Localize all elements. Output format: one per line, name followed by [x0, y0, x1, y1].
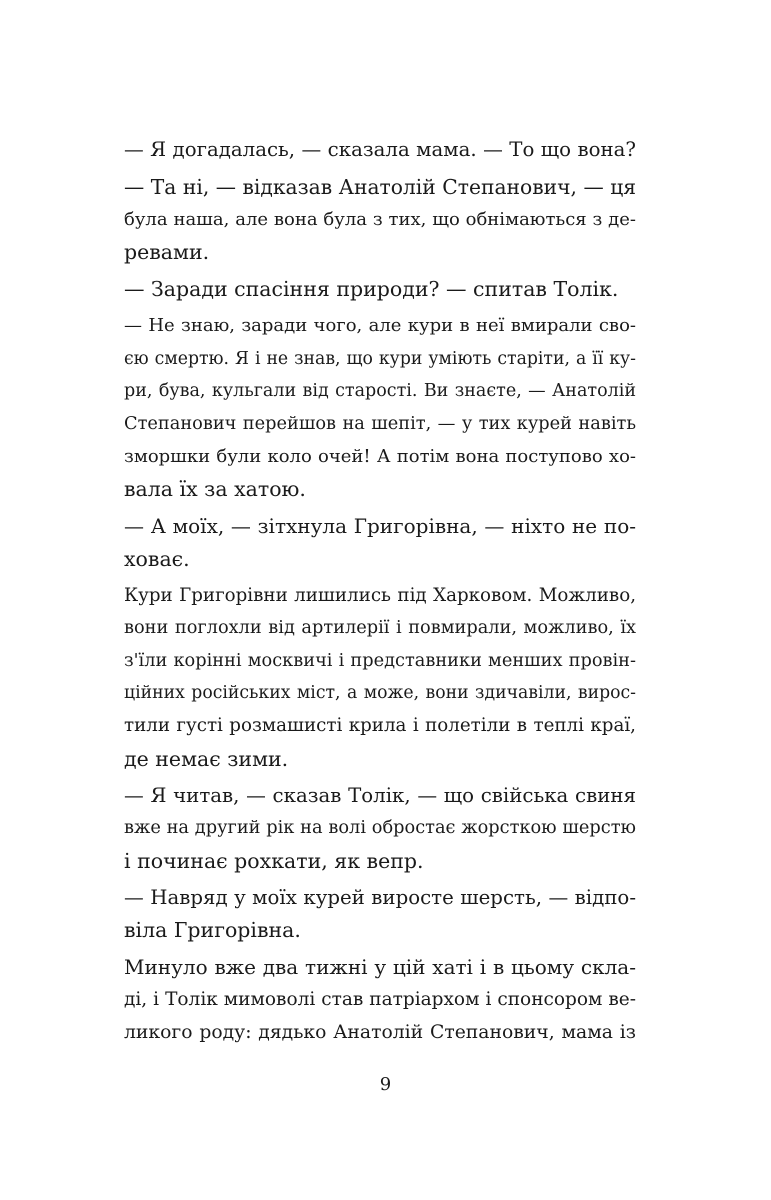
text-line: ційних російських міст, а може, вони здичавіли, вирос-	[124, 683, 636, 704]
text-line: — Заради спасіння природи? — спитав Толік.	[124, 277, 619, 302]
paragraph	[124, 951, 636, 1049]
paragraph	[124, 171, 636, 269]
paragraph	[124, 310, 636, 506]
paragraph	[124, 273, 636, 306]
text-line: ри, бува, кульгали від старості. Ви знаєте, — Анатолій	[124, 381, 636, 402]
text-line: — Я читав, — сказав Толік, — що свійська свиня	[124, 783, 636, 807]
text-line: ді, і Толік мимоволі став патріархом і спонсором ве-	[124, 988, 636, 1010]
text-line: і починає рохкати, як вепр.	[124, 848, 424, 873]
paragraph	[124, 580, 636, 776]
text-line: тили густі розмашисті крила і полетіли в теплі краї,	[124, 715, 636, 737]
text-line: — Навряд у моїх курей виросте шерсть, — відпо-	[124, 885, 636, 909]
page-number: 9	[379, 1074, 392, 1095]
text-line: — Та ні, — відказав Анатолій Степанович, — ця	[124, 174, 636, 199]
text-line: ревами.	[124, 240, 210, 265]
text-line: ховає.	[124, 546, 190, 571]
text-line: Минуло вже два тижні у цій хаті і в цьому скла-	[124, 955, 636, 980]
text-line: — А моїх, — зітхнула Григорівна, — ніхто не по-	[124, 514, 636, 539]
text-line: вони поглохли від артилерії і повмирали, можливо, їх	[124, 618, 636, 639]
text-line: з'їли корінні москвичі і представники менших провін-	[124, 650, 636, 671]
body-text	[124, 134, 636, 1049]
text-line: вала їх за хатою.	[124, 477, 306, 502]
paragraph	[124, 882, 636, 947]
paragraph	[124, 134, 636, 167]
text-line: вже на другий рік на волі обростає жорсткою шерстю	[124, 818, 636, 839]
text-line: віла Григорівна.	[124, 918, 301, 943]
text-line: єю смертю. Я і не знав, що кури уміють старіти, а її ку-	[124, 348, 636, 369]
text-line: Степанович перейшов на шепіт, — у тих курей навіть	[124, 413, 636, 434]
text-line: ликого роду: дядько Анатолій Степанович, мама із	[124, 1021, 636, 1043]
paragraph	[124, 510, 636, 575]
text-line: де немає зими.	[124, 746, 289, 771]
text-line: зморшки були коло очей! А потім вона поступово хо-	[124, 445, 636, 467]
text-line: була наша, але вона була з тих, що обнімаються з де-	[124, 208, 636, 230]
text-line: — Не знаю, заради чого, але кури в неї вмирали сво-	[124, 315, 636, 337]
paragraph	[124, 780, 636, 878]
text-line: Кури Григорівни лишились під Харковом. Можливо,	[124, 584, 636, 606]
text-line: — Я догадалась, — сказала мама. — То що вона?	[124, 138, 636, 161]
